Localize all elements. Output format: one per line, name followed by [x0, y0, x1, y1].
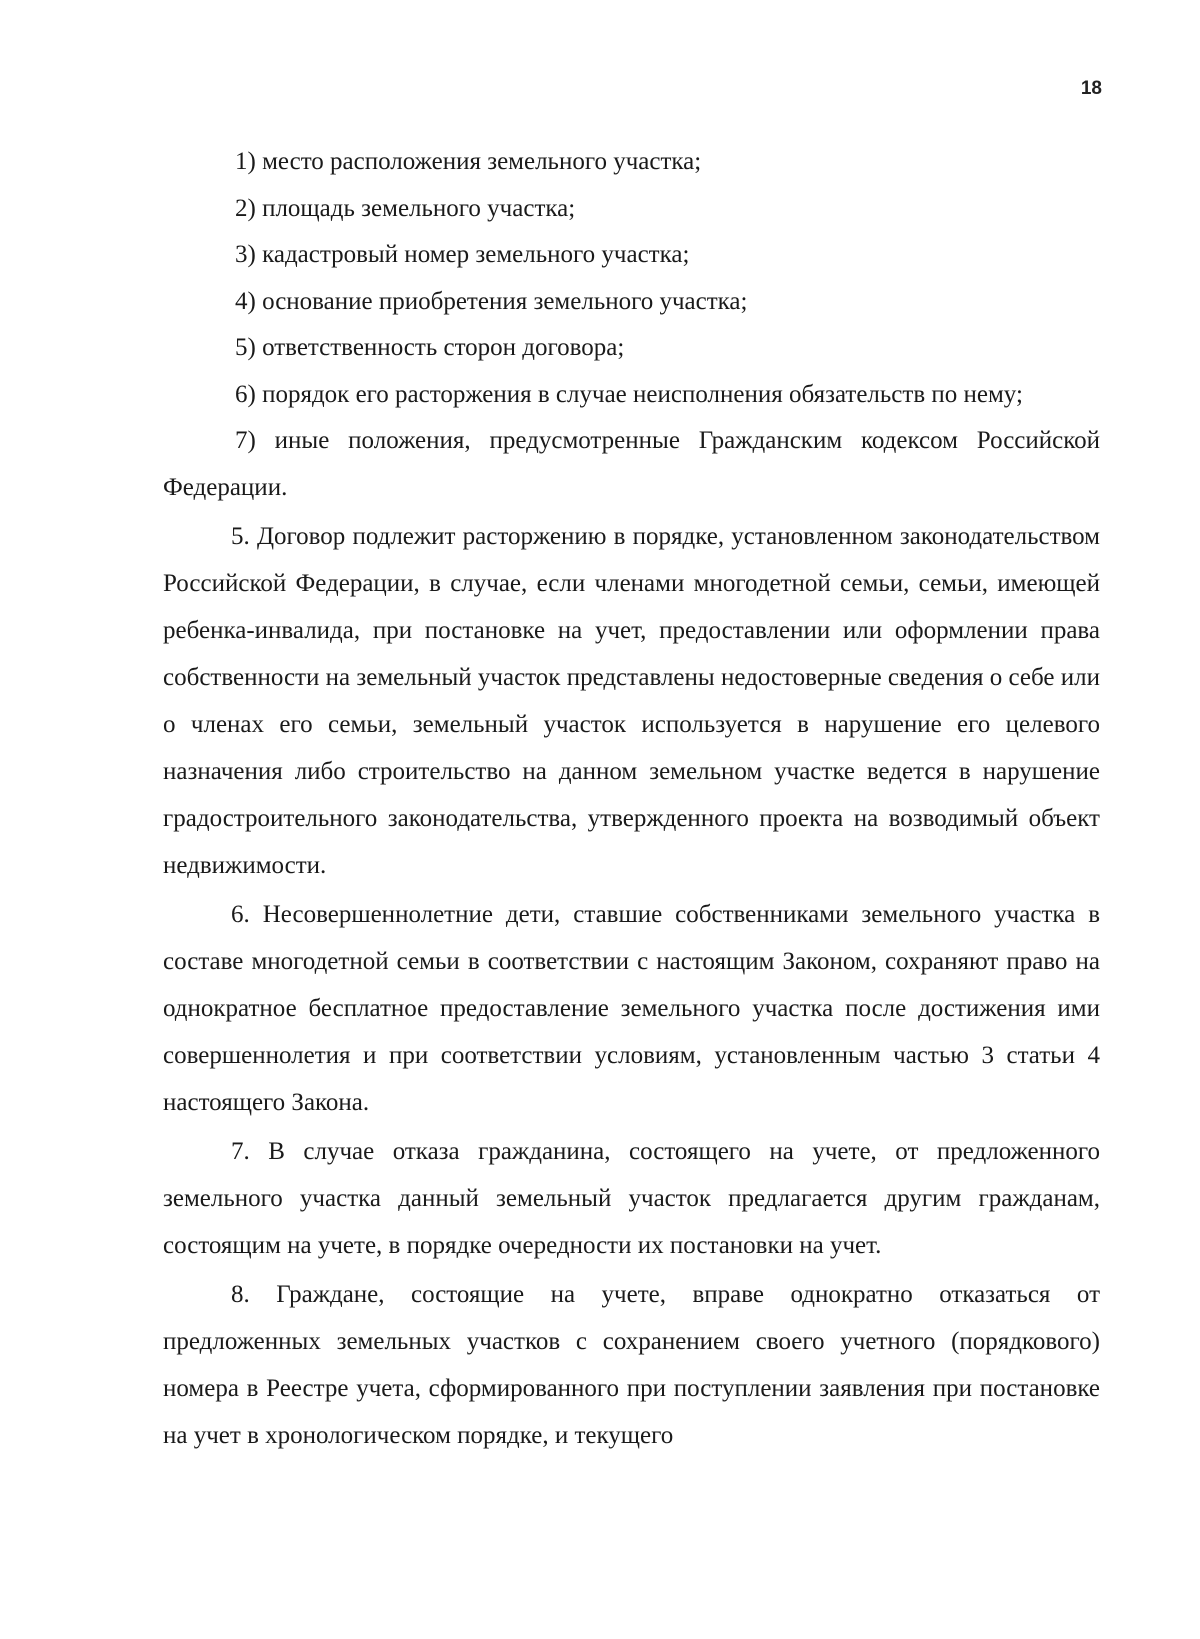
list-item-cadastral-number: 3) кадастровый номер земельного участка; — [235, 241, 690, 268]
list-item-location: 1) место расположения земельного участка; — [235, 148, 702, 175]
document-body — [163, 139, 1100, 1459]
paragraph-8-single-refusal: 8. Граждане, состоящие на учете, вправе однократно отказаться от предложенных земельных участков с сохранением своего учетного (порядкового) номера в Реестре учета, сформированного при поступлении заявления при постановке на учет в хронологическом порядке, и текущего — [163, 1281, 1100, 1449]
paragraph-7-refusal: 7. В случае отказа гражданина, состоящего на учете, от предложенного земельного участка данный земельный участок предлагается другим гражданам, состоящим на учете, в порядке очередности их постановки на учет. — [163, 1138, 1100, 1259]
page-number: 18 — [1080, 78, 1102, 99]
list-item-other-provisions: 7) иные положения, предусмотренные Гражданским кодексом Российской Федерации. — [163, 427, 1100, 501]
list-item-liability: 5) ответственность сторон договора; — [235, 334, 625, 361]
list-item-area: 2) площадь земельного участка; — [235, 194, 576, 222]
list-item-acquisition-basis: 4) основание приобретения земельного участка; — [235, 287, 748, 315]
paragraph-6-minor-children: 6. Несовершеннолетние дети, ставшие собственниками земельного участка в составе многодетной семьи в соответствии с настоящим Законом, сохраняют право на однократное бесплатное предоставление земельного участка после достижения ими совершеннолетия и при соответствии условиям, установленным частью 3 статьи 4 настоящего Закона. — [163, 901, 1100, 1116]
list-item-termination: 6) порядок его расторжения в случае неисполнения обязательств по нему; — [235, 380, 1023, 408]
paragraph-5-contract-termination: 5. Договор подлежит расторжению в порядке, установленном законодательством Российской Федерации, в случае, если членами многодетной семьи, семьи, имеющей ребенка-инвалида, при постановке на учет, предоставлении или оформлении права собственности на земельный участок представлены недостоверные сведения о себе или о членах его семьи, земельный участок используется в нарушение его целевого назначения либо строительство на данном земельном участке ведется в нарушение градостроительного законодательства, утвержденного проекта на возводимый объект недвижимости. — [163, 523, 1100, 879]
